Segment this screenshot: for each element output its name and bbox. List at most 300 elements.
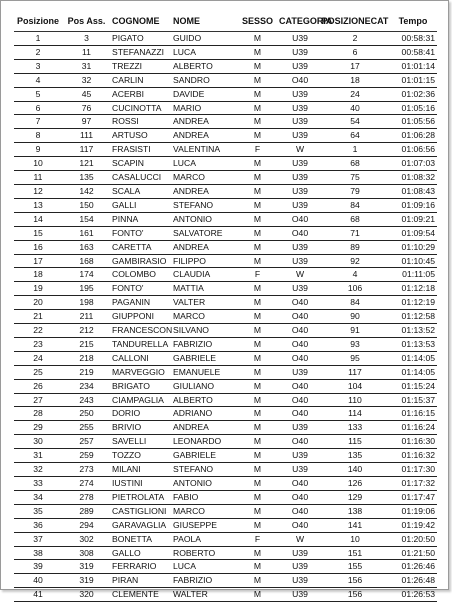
nome-cell: GIULIANO <box>172 379 236 393</box>
posizione-cell: 2 <box>14 45 62 59</box>
pos-ass-cell: 234 <box>62 379 111 393</box>
sesso-cell: M <box>236 435 279 449</box>
nome-cell: ALBERTO <box>172 393 236 407</box>
categoria-cell: U39 <box>279 588 321 602</box>
nome-cell: VALENTINA <box>172 143 236 157</box>
sesso-cell: M <box>236 337 279 351</box>
table-row <box>14 449 437 463</box>
posizione-cell: 18 <box>14 268 62 282</box>
sesso-cell: M <box>236 226 279 240</box>
nome-cell: ADRIANO <box>172 407 236 421</box>
cognome-cell: SAVELLI <box>111 435 172 449</box>
cognome-cell: MILANI <box>111 463 172 477</box>
categoria-cell: O40 <box>279 504 321 518</box>
posizione-cell: 29 <box>14 421 62 435</box>
sesso-cell: M <box>236 171 279 185</box>
posizione-cell: 7 <box>14 115 62 129</box>
tempo-cell: 00:58:31 <box>389 32 437 46</box>
sesso-cell: M <box>236 463 279 477</box>
pos-ass-cell: 320 <box>62 588 111 602</box>
posizionecat-cell: 114 <box>321 407 389 421</box>
posizione-cell: 35 <box>14 504 62 518</box>
posizione-cell: 39 <box>14 560 62 574</box>
pos-ass-cell: 255 <box>62 421 111 435</box>
sesso-cell: M <box>236 45 279 59</box>
categoria-cell: U39 <box>279 59 321 73</box>
sesso-cell: M <box>236 310 279 324</box>
posizionecat-cell: 115 <box>321 435 389 449</box>
categoria-cell: O40 <box>279 226 321 240</box>
nome-cell: FABRIZIO <box>172 337 236 351</box>
posizione-cell: 22 <box>14 324 62 338</box>
nome-cell: PAOLA <box>172 532 236 546</box>
cognome-cell: CASTIGLIONI <box>111 504 172 518</box>
posizionecat-cell: 64 <box>321 129 389 143</box>
posizione-cell: 9 <box>14 143 62 157</box>
pos-ass-cell: 198 <box>62 296 111 310</box>
tempo-cell: 01:01:14 <box>389 59 437 73</box>
nome-cell: LUCA <box>172 157 236 171</box>
nome-cell: ANDREA <box>172 240 236 254</box>
pos-ass-cell: 195 <box>62 282 111 296</box>
posizione-cell: 40 <box>14 574 62 588</box>
categoria-cell: U39 <box>279 282 321 296</box>
categoria-cell: O40 <box>279 351 321 365</box>
categoria-cell: U39 <box>279 560 321 574</box>
posizione-cell: 31 <box>14 449 62 463</box>
posizionecat-cell: 104 <box>321 379 389 393</box>
posizione-cell: 3 <box>14 59 62 73</box>
nome-cell: EMANUELE <box>172 365 236 379</box>
table-row <box>14 254 437 268</box>
cognome-cell: CARLIN <box>111 73 172 87</box>
cognome-cell: GIUPPONI <box>111 310 172 324</box>
pos-ass-cell: 219 <box>62 365 111 379</box>
tempo-cell: 01:02:36 <box>389 87 437 101</box>
sesso-cell: M <box>236 198 279 212</box>
sesso-cell: M <box>236 449 279 463</box>
cognome-cell: SCAPIN <box>111 157 172 171</box>
tempo-cell: 01:13:53 <box>389 337 437 351</box>
posizione-cell: 25 <box>14 365 62 379</box>
tempo-cell: 01:17:32 <box>389 477 437 491</box>
nome-cell: MARCO <box>172 310 236 324</box>
nome-cell: SANDRO <box>172 73 236 87</box>
cognome-cell: PIETROLATA <box>111 490 172 504</box>
table-row <box>14 45 437 59</box>
sesso-cell: M <box>236 212 279 226</box>
posizione-cell: 16 <box>14 240 62 254</box>
posizione-cell: 26 <box>14 379 62 393</box>
tempo-cell: 01:12:18 <box>389 282 437 296</box>
posizione-cell: 27 <box>14 393 62 407</box>
pos-ass-cell: 163 <box>62 240 111 254</box>
posizione-cell: 10 <box>14 157 62 171</box>
nome-cell: ALBERTO <box>172 59 236 73</box>
tempo-cell: 01:01:15 <box>389 73 437 87</box>
posizionecat-cell: 126 <box>321 477 389 491</box>
posizione-cell: 34 <box>14 490 62 504</box>
categoria-cell: U39 <box>279 463 321 477</box>
categoria-cell: O40 <box>279 393 321 407</box>
tempo-cell: 01:08:32 <box>389 171 437 185</box>
categoria-cell: U39 <box>279 157 321 171</box>
sesso-cell: M <box>236 560 279 574</box>
tempo-cell: 01:16:32 <box>389 449 437 463</box>
nome-cell: STEFANO <box>172 463 236 477</box>
tempo-cell: 01:15:24 <box>389 379 437 393</box>
posizione-cell: 15 <box>14 226 62 240</box>
tempo-cell: 01:19:06 <box>389 504 437 518</box>
sesso-cell: M <box>236 546 279 560</box>
pos-ass-cell: 111 <box>62 129 111 143</box>
posizionecat-cell: 155 <box>321 560 389 574</box>
nome-cell: SALVATORE <box>172 226 236 240</box>
pos-ass-cell: 11 <box>62 45 111 59</box>
results-table <box>14 11 437 602</box>
pos-ass-cell: 154 <box>62 212 111 226</box>
nome-cell: ANDREA <box>172 115 236 129</box>
cognome-cell: CARETTA <box>111 240 172 254</box>
cognome-cell: TREZZI <box>111 59 172 73</box>
posizione-cell: 11 <box>14 171 62 185</box>
sesso-cell: M <box>236 73 279 87</box>
categoria-cell: U39 <box>279 101 321 115</box>
nome-cell: GIUSEPPE <box>172 518 236 532</box>
table-row <box>14 477 437 491</box>
sesso-cell: F <box>236 143 279 157</box>
table-row <box>14 365 437 379</box>
sesso-cell: F <box>236 268 279 282</box>
table-row <box>14 198 437 212</box>
header-sesso: SESSO <box>236 11 279 32</box>
cognome-cell: FRANCESCON <box>111 324 172 338</box>
table-row <box>14 518 437 532</box>
sesso-cell: M <box>236 588 279 602</box>
cognome-cell: DORIO <box>111 407 172 421</box>
sesso-cell: M <box>236 490 279 504</box>
pos-ass-cell: 218 <box>62 351 111 365</box>
cognome-cell: FONTO' <box>111 226 172 240</box>
sesso-cell: F <box>236 532 279 546</box>
table-row <box>14 171 437 185</box>
posizionecat-cell: 129 <box>321 490 389 504</box>
cognome-cell: SCALA <box>111 184 172 198</box>
sesso-cell: M <box>236 351 279 365</box>
cognome-cell: GALLI <box>111 198 172 212</box>
tempo-cell: 01:09:54 <box>389 226 437 240</box>
sesso-cell: M <box>236 240 279 254</box>
posizionecat-cell: 93 <box>321 337 389 351</box>
nome-cell: MATTIA <box>172 282 236 296</box>
pos-ass-cell: 211 <box>62 310 111 324</box>
categoria-cell: O40 <box>279 435 321 449</box>
posizionecat-cell: 75 <box>321 171 389 185</box>
categoria-cell: U39 <box>279 240 321 254</box>
cognome-cell: TOZZO <box>111 449 172 463</box>
sesso-cell: M <box>236 32 279 46</box>
cognome-cell: CIAMPAGLIA <box>111 393 172 407</box>
cognome-cell: BRIVIO <box>111 421 172 435</box>
nome-cell: LEONARDO <box>172 435 236 449</box>
nome-cell: ROBERTO <box>172 546 236 560</box>
pos-ass-cell: 294 <box>62 518 111 532</box>
nome-cell: GABRIELE <box>172 449 236 463</box>
tempo-cell: 01:14:05 <box>389 365 437 379</box>
pos-ass-cell: 289 <box>62 504 111 518</box>
table-row <box>14 407 437 421</box>
posizionecat-cell: 24 <box>321 87 389 101</box>
posizionecat-cell: 140 <box>321 463 389 477</box>
pos-ass-cell: 150 <box>62 198 111 212</box>
posizionecat-cell: 6 <box>321 45 389 59</box>
sesso-cell: M <box>236 101 279 115</box>
pos-ass-cell: 243 <box>62 393 111 407</box>
nome-cell: ANTONIO <box>172 477 236 491</box>
posizionecat-cell: 17 <box>321 59 389 73</box>
tempo-cell: 01:05:16 <box>389 101 437 115</box>
tempo-cell: 01:16:30 <box>389 435 437 449</box>
categoria-cell: O40 <box>279 379 321 393</box>
posizione-cell: 33 <box>14 477 62 491</box>
tempo-cell: 01:13:52 <box>389 324 437 338</box>
posizionecat-cell: 4 <box>321 268 389 282</box>
table-row <box>14 87 437 101</box>
categoria-cell: U39 <box>279 254 321 268</box>
categoria-cell: U39 <box>279 45 321 59</box>
nome-cell: FILIPPO <box>172 254 236 268</box>
tempo-cell: 01:07:03 <box>389 157 437 171</box>
nome-cell: GABRIELE <box>172 351 236 365</box>
posizione-cell: 4 <box>14 73 62 87</box>
pos-ass-cell: 32 <box>62 73 111 87</box>
sesso-cell: M <box>236 407 279 421</box>
tempo-cell: 01:19:42 <box>389 518 437 532</box>
cognome-cell: FERRARIO <box>111 560 172 574</box>
table-row <box>14 310 437 324</box>
pos-ass-cell: 168 <box>62 254 111 268</box>
posizione-cell: 5 <box>14 87 62 101</box>
posizionecat-cell: 135 <box>321 449 389 463</box>
header-posizione: Posizione <box>14 11 62 32</box>
pos-ass-cell: 117 <box>62 143 111 157</box>
posizionecat-cell: 151 <box>321 546 389 560</box>
sesso-cell: M <box>236 379 279 393</box>
pos-ass-cell: 3 <box>62 32 111 46</box>
posizionecat-cell: 90 <box>321 310 389 324</box>
categoria-cell: U39 <box>279 574 321 588</box>
table-row <box>14 532 437 546</box>
tempo-cell: 01:26:46 <box>389 560 437 574</box>
categoria-cell: U39 <box>279 421 321 435</box>
tempo-cell: 01:16:15 <box>389 407 437 421</box>
cognome-cell: IUSTINI <box>111 477 172 491</box>
nome-cell: FABRIZIO <box>172 574 236 588</box>
cognome-cell: PAGANIN <box>111 296 172 310</box>
tempo-cell: 01:12:58 <box>389 310 437 324</box>
posizione-cell: 8 <box>14 129 62 143</box>
cognome-cell: GAMBIRASIO <box>111 254 172 268</box>
posizionecat-cell: 84 <box>321 296 389 310</box>
pos-ass-cell: 302 <box>62 532 111 546</box>
posizione-cell: 36 <box>14 518 62 532</box>
table-row <box>14 129 437 143</box>
categoria-cell: U39 <box>279 115 321 129</box>
table-row <box>14 421 437 435</box>
nome-cell: ANTONIO <box>172 212 236 226</box>
header-posizionecat: POSIZIONECAT <box>321 11 389 32</box>
pos-ass-cell: 257 <box>62 435 111 449</box>
nome-cell: WALTER <box>172 588 236 602</box>
pos-ass-cell: 97 <box>62 115 111 129</box>
table-row <box>14 490 437 504</box>
categoria-cell: U39 <box>279 129 321 143</box>
table-row <box>14 351 437 365</box>
pos-ass-cell: 76 <box>62 101 111 115</box>
posizione-cell: 1 <box>14 32 62 46</box>
tempo-cell: 00:58:41 <box>389 45 437 59</box>
sesso-cell: M <box>236 324 279 338</box>
posizione-cell: 12 <box>14 184 62 198</box>
cognome-cell: PIGATO <box>111 32 172 46</box>
header-cognome: COGNOME <box>111 11 172 32</box>
sesso-cell: M <box>236 157 279 171</box>
table-row <box>14 435 437 449</box>
nome-cell: GUIDO <box>172 32 236 46</box>
table-header-row <box>14 11 437 32</box>
nome-cell: VALTER <box>172 296 236 310</box>
nome-cell: MARCO <box>172 504 236 518</box>
nome-cell: ANDREA <box>172 184 236 198</box>
posizione-cell: 30 <box>14 435 62 449</box>
posizione-cell: 28 <box>14 407 62 421</box>
sesso-cell: M <box>236 254 279 268</box>
table-row <box>14 59 437 73</box>
posizionecat-cell: 79 <box>321 184 389 198</box>
header-categoria: CATEGORIA <box>279 11 321 32</box>
tempo-cell: 01:11:05 <box>389 268 437 282</box>
cognome-cell: CUCINOTTA <box>111 101 172 115</box>
table-body <box>14 32 437 602</box>
categoria-cell: O40 <box>279 212 321 226</box>
cognome-cell: STEFANAZZI <box>111 45 172 59</box>
cognome-cell: GALLO <box>111 546 172 560</box>
table-row <box>14 115 437 129</box>
sesso-cell: M <box>236 477 279 491</box>
table-row <box>14 101 437 115</box>
categoria-cell: W <box>279 143 321 157</box>
table-row <box>14 546 437 560</box>
categoria-cell: O40 <box>279 337 321 351</box>
nome-cell: DAVIDE <box>172 87 236 101</box>
sesso-cell: M <box>236 129 279 143</box>
table-row <box>14 282 437 296</box>
posizionecat-cell: 106 <box>321 282 389 296</box>
categoria-cell: O40 <box>279 296 321 310</box>
pos-ass-cell: 250 <box>62 407 111 421</box>
posizionecat-cell: 92 <box>321 254 389 268</box>
posizionecat-cell: 84 <box>321 198 389 212</box>
nome-cell: LUCA <box>172 45 236 59</box>
tempo-cell: 01:10:45 <box>389 254 437 268</box>
cognome-cell: PINNA <box>111 212 172 226</box>
table-row <box>14 504 437 518</box>
categoria-cell: U39 <box>279 449 321 463</box>
posizione-cell: 41 <box>14 588 62 602</box>
table-row <box>14 463 437 477</box>
sesso-cell: M <box>236 87 279 101</box>
posizione-cell: 21 <box>14 310 62 324</box>
pos-ass-cell: 135 <box>62 171 111 185</box>
categoria-cell: O40 <box>279 73 321 87</box>
table-row <box>14 560 437 574</box>
pos-ass-cell: 174 <box>62 268 111 282</box>
table-row <box>14 73 437 87</box>
cognome-cell: CASALUCCI <box>111 171 172 185</box>
posizione-cell: 6 <box>14 101 62 115</box>
nome-cell: FABIO <box>172 490 236 504</box>
posizionecat-cell: 133 <box>321 421 389 435</box>
categoria-cell: U39 <box>279 184 321 198</box>
nome-cell: ANDREA <box>172 129 236 143</box>
tempo-cell: 01:09:21 <box>389 212 437 226</box>
cognome-cell: ACERBI <box>111 87 172 101</box>
nome-cell: MARCO <box>172 171 236 185</box>
categoria-cell: U39 <box>279 198 321 212</box>
tempo-cell: 01:26:53 <box>389 588 437 602</box>
posizione-cell: 17 <box>14 254 62 268</box>
posizionecat-cell: 54 <box>321 115 389 129</box>
posizionecat-cell: 68 <box>321 157 389 171</box>
tempo-cell: 01:15:37 <box>389 393 437 407</box>
posizione-cell: 13 <box>14 198 62 212</box>
pos-ass-cell: 319 <box>62 574 111 588</box>
table-row <box>14 296 437 310</box>
cognome-cell: GARAVAGLIA <box>111 518 172 532</box>
posizionecat-cell: 110 <box>321 393 389 407</box>
categoria-cell: O40 <box>279 490 321 504</box>
tempo-cell: 01:21:50 <box>389 546 437 560</box>
posizione-cell: 14 <box>14 212 62 226</box>
tempo-cell: 01:14:05 <box>389 351 437 365</box>
pos-ass-cell: 278 <box>62 490 111 504</box>
sesso-cell: M <box>236 282 279 296</box>
posizione-cell: 37 <box>14 532 62 546</box>
posizionecat-cell: 117 <box>321 365 389 379</box>
sesso-cell: M <box>236 365 279 379</box>
posizionecat-cell: 1 <box>321 143 389 157</box>
cognome-cell: CALLONI <box>111 351 172 365</box>
categoria-cell: O40 <box>279 310 321 324</box>
pos-ass-cell: 319 <box>62 560 111 574</box>
cognome-cell: PIRAN <box>111 574 172 588</box>
sesso-cell: M <box>236 421 279 435</box>
posizione-cell: 19 <box>14 282 62 296</box>
nome-cell: STEFANO <box>172 198 236 212</box>
posizione-cell: 24 <box>14 351 62 365</box>
posizionecat-cell: 156 <box>321 588 389 602</box>
posizionecat-cell: 91 <box>321 324 389 338</box>
categoria-cell: U39 <box>279 546 321 560</box>
table-row <box>14 393 437 407</box>
table-row <box>14 184 437 198</box>
pos-ass-cell: 308 <box>62 546 111 560</box>
categoria-cell: W <box>279 532 321 546</box>
pos-ass-cell: 45 <box>62 87 111 101</box>
tempo-cell: 01:05:56 <box>389 115 437 129</box>
cognome-cell: ROSSI <box>111 115 172 129</box>
tempo-cell: 01:20:50 <box>389 532 437 546</box>
